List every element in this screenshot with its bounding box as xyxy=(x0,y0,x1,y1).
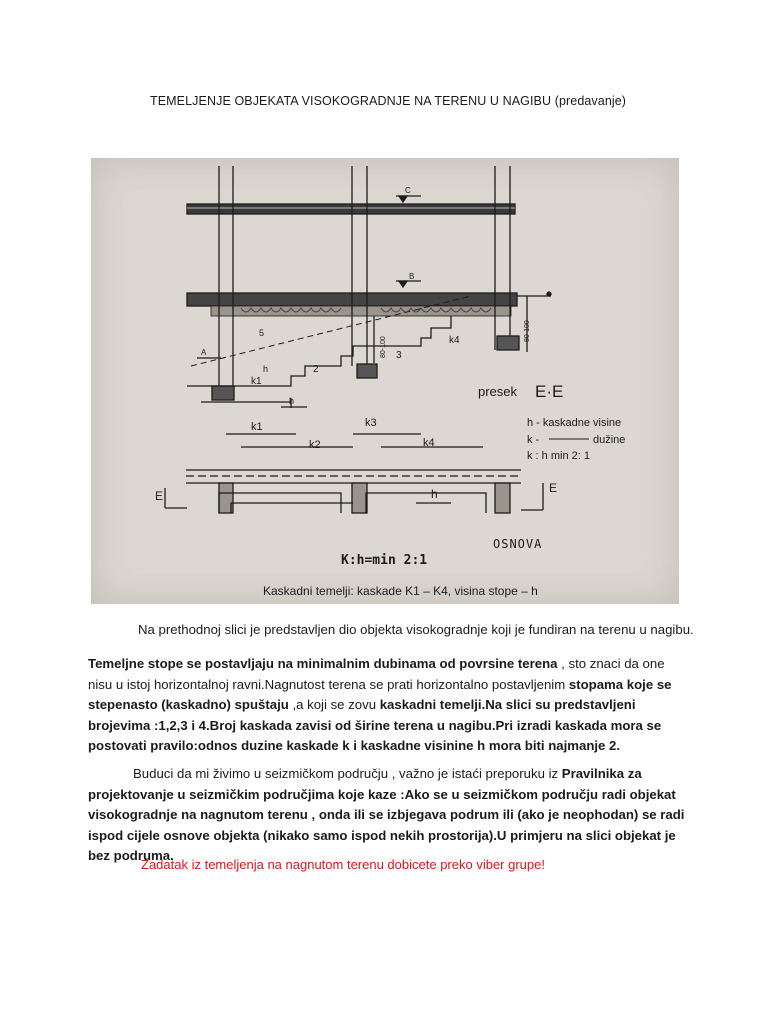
label-c: C xyxy=(405,186,411,195)
label-k4-small: k4 xyxy=(449,335,460,346)
foundation-drawing xyxy=(91,158,679,604)
label-e-left: E xyxy=(155,489,164,503)
label-h-plan: h xyxy=(431,487,438,501)
label-k2: k2 xyxy=(309,439,321,451)
label-e-right: E xyxy=(549,481,558,495)
label-k3: k3 xyxy=(365,417,377,429)
cascade-foundation-figure xyxy=(91,158,679,604)
label-2: 2 xyxy=(313,364,319,375)
label-h-dim: h xyxy=(289,396,295,406)
label-b: B xyxy=(409,272,415,281)
footing-2 xyxy=(357,364,377,378)
footing-3 xyxy=(497,336,519,350)
page-title: TEMELJENJE OBJEKATA VISOKOGRADNJE NA TERENU U NAGIBU (predavanje) xyxy=(150,94,627,108)
p3-bold-1: Pravilnika za projektovanje u seizmičkim područjima koje kaze :Ako se u seizmičkom području radi objekat visokogradnje na nagnutom terenu , onda ili se izbjegava podrum ili (ako je neophodan) se radi ispod cijele osnove objekta (nikako samo ispod nekih prostorija).U primjeru na slici objekat je bez podruma. xyxy=(88,766,685,863)
cascade-steps xyxy=(187,316,451,386)
paragraph-seismic xyxy=(88,764,688,867)
p3-text-1: Buduci da mi živimo u seizmičkom području , važno je istaći preporuku iz xyxy=(133,766,562,781)
label-a: A xyxy=(201,348,207,357)
p2-text-1: , sto znaci da one nisu u istoj horizontalnoj ravni.Nagnutost terena se prati horizontalno postavljenim xyxy=(88,656,665,692)
legend-line-1: h - kaskadne visine xyxy=(527,417,622,429)
label-3: 3 xyxy=(396,350,402,361)
footing-1 xyxy=(212,386,234,400)
label-presek: presek xyxy=(478,384,518,399)
label-k1: k1 xyxy=(251,421,263,433)
label-k4: k4 xyxy=(423,437,435,449)
label-dim-mid: 80-100 xyxy=(380,336,387,358)
label-osnova: OSNOVA xyxy=(493,537,543,551)
p2-text-2: ,a koji se zovu xyxy=(288,697,380,712)
legend-line-3: k : h min 2: 1 xyxy=(527,450,590,462)
label-formula: K:h=min 2:1 xyxy=(341,553,428,568)
p2-bold-1: Temeljne stope se postavljaju na minimalnim dubinama od povrsine terena xyxy=(88,656,558,671)
figure-caption: Kaskadni temelji: kaskade K1 – K4, visina stope – h xyxy=(263,584,538,598)
label-k1-small: k1 xyxy=(251,376,262,387)
assignment-note: Zadatak iz temeljenja na nagnutom terenu dobicete preko viber grupe! xyxy=(141,857,545,872)
label-presek-ee: E·E xyxy=(535,382,564,401)
label-h-small: h xyxy=(263,364,269,374)
paragraph-intro: Na prethodnoj slici je predstavljen dio objekta visokogradnje koji je fundiran na terenu u nagibu. xyxy=(138,622,694,637)
p2-bold-3: kaskadni temelji.Na slici su predstavljeni brojevima :1,2,3 i 4.Broj kaskada zavisi od širine terena u nagibu.Pri izradi kaskada mora se postovati pravilo:odnos duzine kaskade k i kaskadne visinine h mora biti najmanje 2. xyxy=(88,697,662,753)
upper-slab xyxy=(187,204,515,214)
p2-bold-2: stopama koje se stepenasto (kaskadno) spuštaju xyxy=(88,676,672,712)
legend-line-2a: k - xyxy=(527,434,540,446)
legend-line-2b: dužine xyxy=(593,434,626,446)
label-5: 5 xyxy=(259,328,265,338)
paragraph-cascade-rule xyxy=(88,654,688,757)
label-dim-right: 80-100 xyxy=(524,320,531,342)
